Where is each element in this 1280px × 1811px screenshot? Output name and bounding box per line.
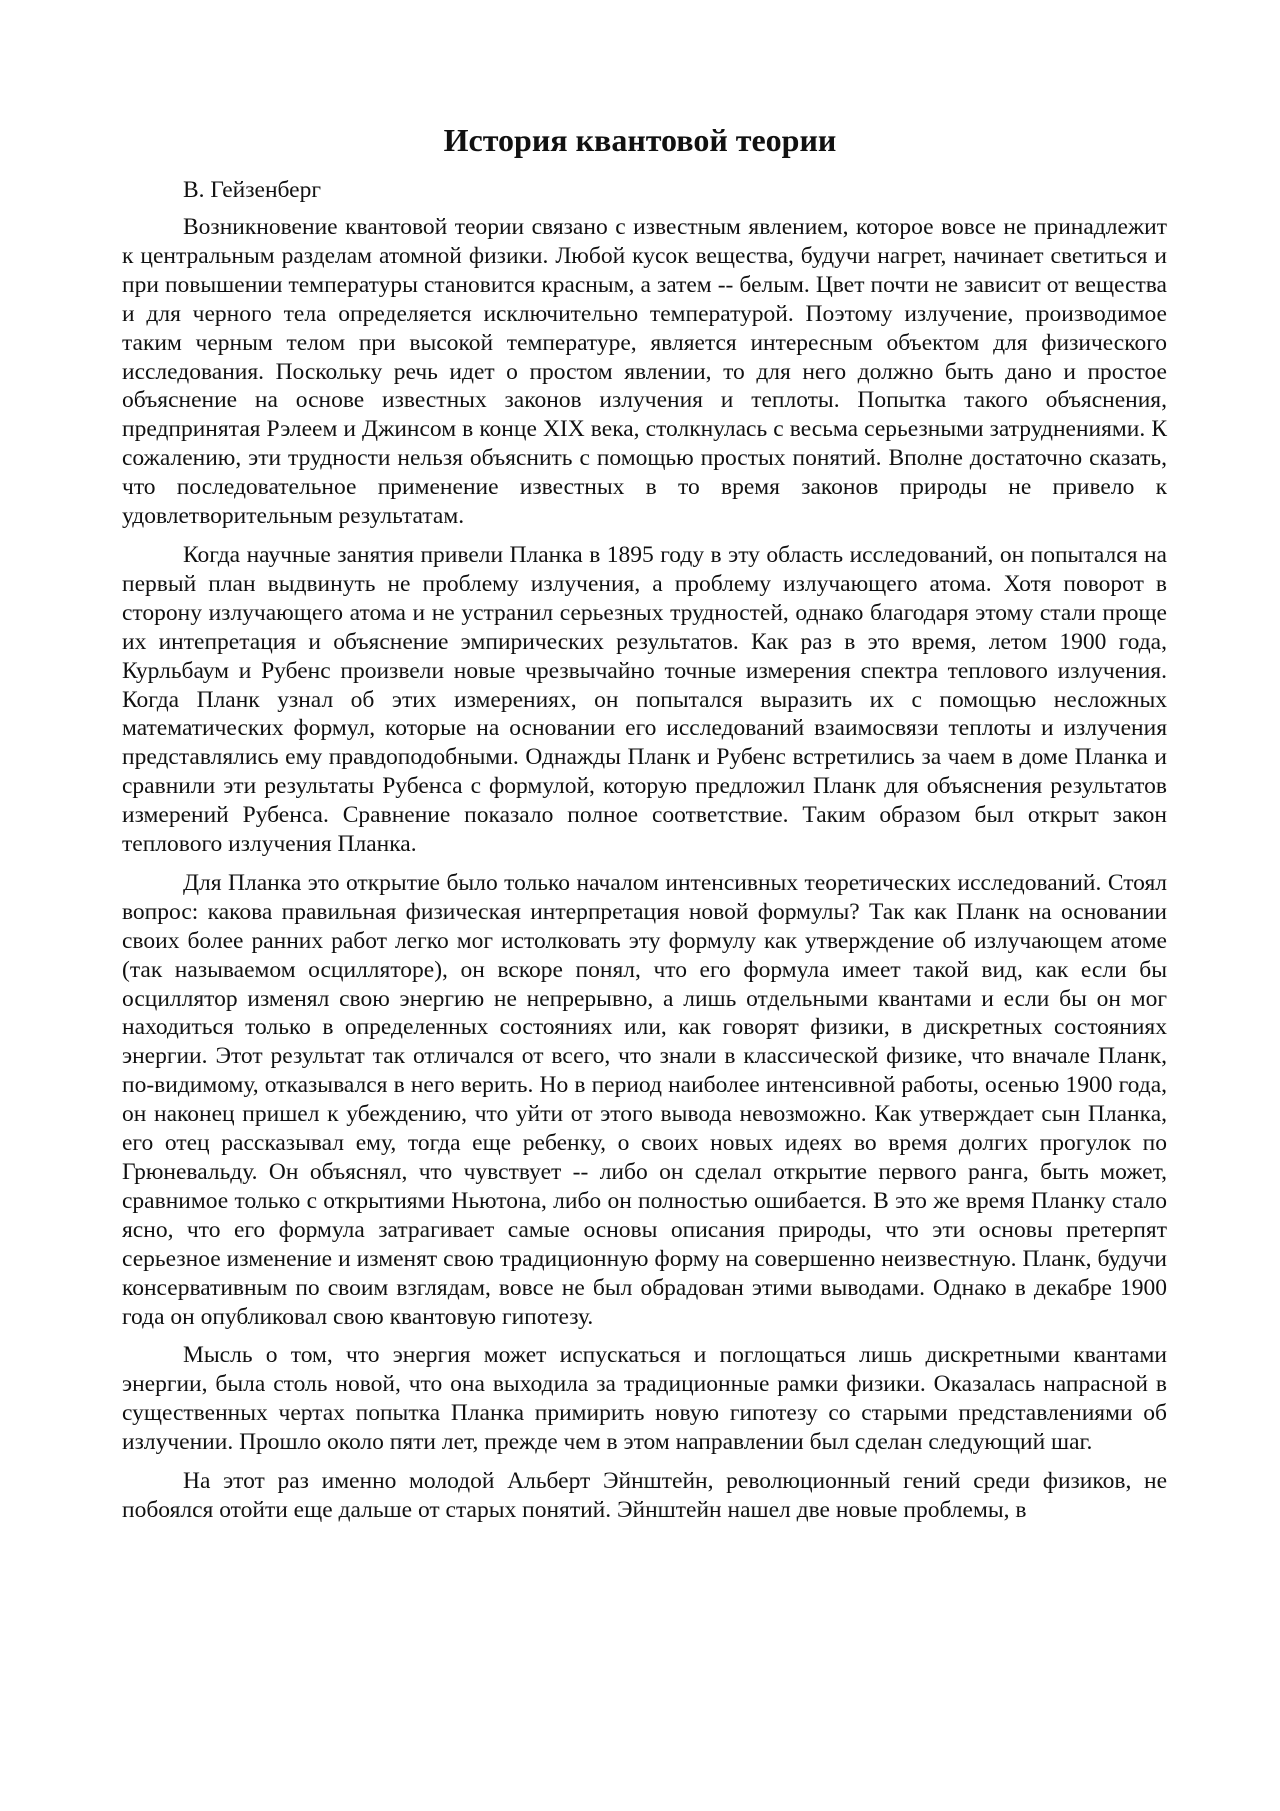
author-line: В. Гейзенберг <box>183 177 321 203</box>
document-body <box>122 213 1167 1535</box>
document-title: История квантовой теории <box>443 122 837 158</box>
paragraph: Для Планка это открытие было только началом интенсивных теоретических исследований. Стоял вопрос: какова правильная физическая интерпретация новой формулы? Так как Планк на основании своих более ранних работ легко мог истолковать эту формулу как утверждение об излучающем атоме (так называемом осцилляторе), он вскоре понял, что его формула имеет такой вид, как если бы осциллятор изменял свою энергию не непрерывно, а лишь отдельными квантами и если бы он мог находиться только в определенных состояниях или, как говорят физики, в дискретных состояниях энергии. Этот результат так отличался от всего, что знали в классической физике, что вначале Планк, по-видимому, отказывался в него верить. Но в период наиболее интенсивной работы, осенью 1900 года, он наконец пришел к убеждению, что уйти от этого вывода невозможно. Как утверждает сын Планка, его отец рассказывал ему, тогда еще ребенку, о своих новых идеях во время долгих прогулок по Грюневальду. Он объяснял, что чувствует -- либо он сделал открытие первого ранга, быть может, сравнимое только с открытиями Ньютона, либо он полностью ошибается. В это же время Планку стало ясно, что его формула затрагивает самые основы описания природы, что эти основы претерпят серьезное изменение и изменят свою традиционную форму на совершенно неизвестную. Планк, будучи консервативным по своим взглядам, вовсе не был обрадован этими выводами. Однако в декабре 1900 года он опубликовал свою квантовую гипотезу. <box>122 869 1167 1330</box>
paragraph: Когда научные занятия привели Планка в 1895 году в эту область исследований, он попытался на первый план выдвинуть не проблему излучения, а проблему излучающего атома. Хотя поворот в сторону излучающего атома и не устранил серьезных трудностей, однако благодаря этому стали проще их интепретация и объяснение эмпирических результатов. Как раз в это время, летом 1900 года, Курльбаум и Рубенс произвели новые чрезвычайно точные измерения спектра теплового излучения. Когда Планк узнал об этих измерениях, он попытался выразить их с помощью несложных математических формул, которые на основании его исследований взаимосвязи теплоты и излучения представлялись ему правдоподобными. Однажды Планк и Рубенс встретились за чаем в доме Планка и сравнили эти результаты Рубенса с формулой, которую предложил Планк для объяснения результатов измерений Рубенса. Сравнение показало полное соответствие. Таким образом был открыт закон теплового излучения Планка. <box>122 541 1167 858</box>
paragraph: На этот раз именно молодой Альберт Эйнштейн, революционный гений среди физиков, не побоялся отойти еще дальше от старых понятий. Эйнштейн нашел две новые проблемы, в <box>122 1468 1167 1523</box>
paragraph: Возникновение квантовой теории связано с известным явлением, которое вовсе не принадлежит к центральным разделам атомной физики. Любой кусок вещества, будучи нагрет, начинает светиться и при повышении температуры становится красным, а затем -- белым. Цвет почти не зависит от вещества и для черного тела определяется исключительно температурой. Поэтому излучение, производимое таким черным телом при высокой температуре, является интересным объектом для физического исследования. Поскольку речь идет о простом явлении, то для него должно быть дано и простое объяснение на основе известных законов излучения и теплоты. Попытка такого объяснения, предпринятая Рэлеем и Джинсом в конце XIX века, столкнулась с весьма серьезными затруднениями. К сожалению, эти трудности нельзя объяснить с помощью простых понятий. Вполне достаточно сказать, что последовательное применение известных в то время законов природы не привело к удовлетворительным результатам. <box>122 214 1167 530</box>
paragraph: Мысль о том, что энергия может испускаться и поглощаться лишь дискретными квантами энергии, была столь новой, что она выходила за традиционные рамки физики. Оказалась напрасной в существенных чертах попытка Планка примирить новую гипотезу со старыми представлениями об излучении. Прошло около пяти лет, прежде чем в этом направлении был сделан следующий шаг. <box>122 1342 1167 1456</box>
